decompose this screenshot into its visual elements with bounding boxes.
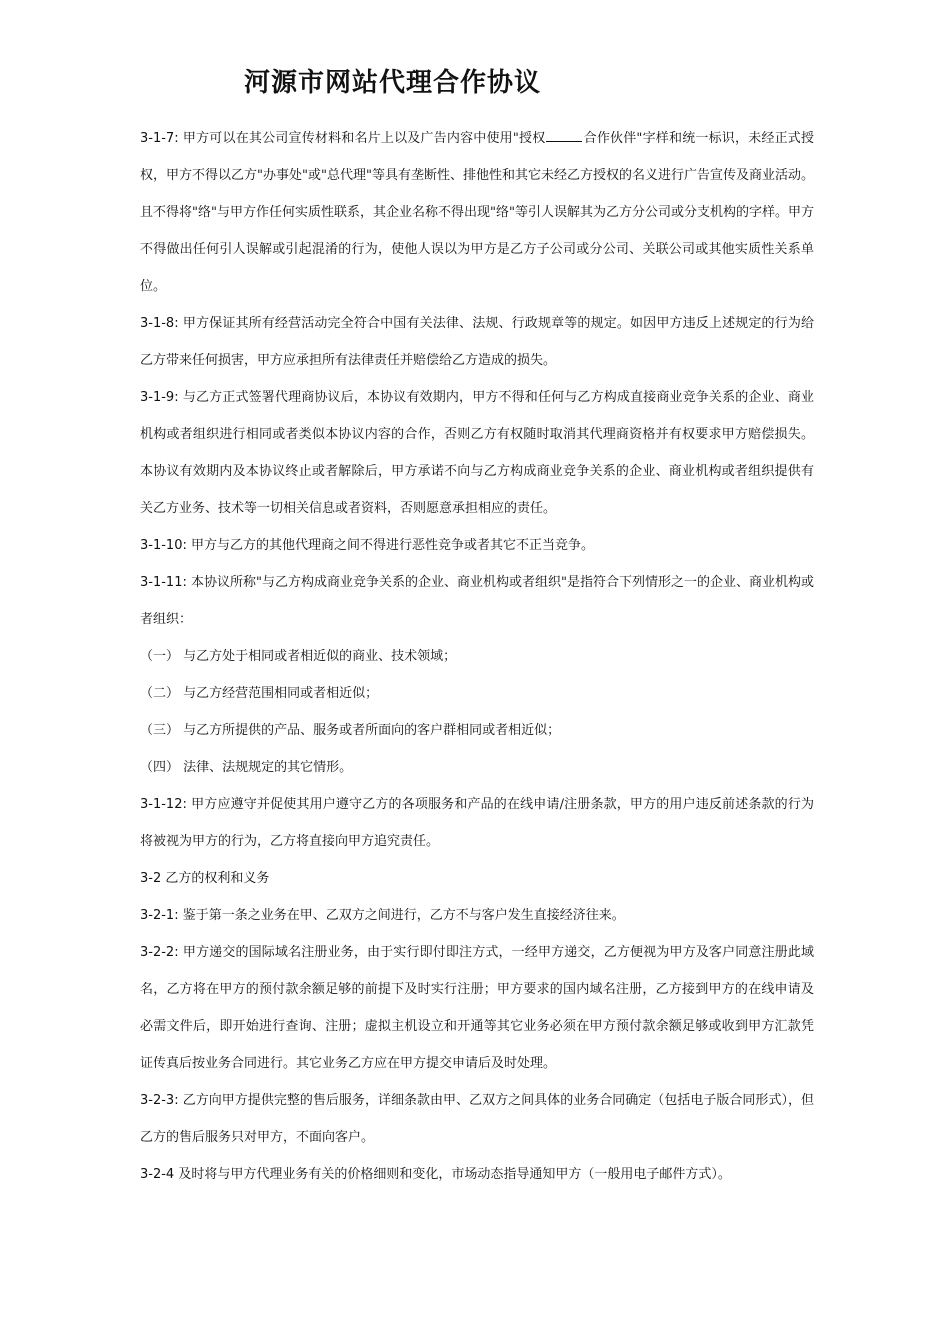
clause-3-1-9 [140, 379, 814, 527]
clause-number: 3-2-1: [140, 908, 179, 923]
clause-text-continued: 合作伙伴"字样和统一标识，未经正式授权，甲方不得以乙方"办事处"或"总代理"等具有垄断性、排他性和其它未经乙方授权的名义进行广告宣传及商业活动。且不得将"络"与甲方作任何实质性联系，其企业名称不得出现"络"等引人误解其为乙方分公司或分支机构的字样。甲方不得做出任何引人误解或引起混淆的行为，使他人误以为甲方是乙方子公司或分公司、关联公司或其他实质性关系单位。 [140, 131, 814, 294]
clause-number: 3-1-11: [140, 575, 187, 590]
list-item-text: （三） 与乙方所提供的产品、服务或者所面向的客户群相同或者相近似； [140, 723, 561, 738]
clause-text: 本协议所称"与乙方构成商业竞争关系的企业、商业机构或者组织"是指符合下列情形之一的企业、商业机构或者组织： [140, 575, 814, 627]
clause-number: 3-1-10: [140, 538, 187, 553]
clause-number: 3-1-7: [140, 131, 179, 146]
clause-number: 3-2-4 [140, 1167, 175, 1182]
list-item-1 [140, 638, 814, 675]
clause-3-2-4 [140, 1156, 814, 1193]
clause-text: 甲方保证其所有经营活动完全符合中国有关法律、法规、行政规章等的规定。如因甲方违反上述规定的行为给乙方带来任何损害，甲方应承担所有法律责任并赔偿给乙方造成的损失。 [140, 316, 814, 368]
document-title: 河源市网站代理合作协议 [244, 68, 542, 98]
fill-in-blank [546, 129, 582, 142]
clause-3-1-11 [140, 564, 814, 638]
clause-text: 甲方应遵守并促使其用户遵守乙方的各项服务和产品的在线申请/注册条款，甲方的用户违反前述条款的行为将被视为甲方的行为，乙方将直接向甲方追究责任。 [140, 797, 814, 849]
section-heading-3-2 [140, 860, 814, 897]
clause-number: 3-2-3: [140, 1093, 179, 1108]
clause-number: 3-2-2: [140, 945, 179, 960]
clause-text: 甲方与乙方的其他代理商之间不得进行恶性竞争或者其它不正当竞争。 [186, 538, 594, 553]
list-item-text: （四） 法律、法规规定的其它情形。 [140, 760, 353, 775]
section-number: 3-2 [140, 871, 162, 886]
clause-text: 与乙方正式签署代理商协议后，本协议有效期内，甲方不得和任何与乙方构成直接商业竞争关系的企业、商业机构或者组织进行相同或者类似本协议内容的合作，否则乙方有权随时取消其代理商资格并有权要求甲方赔偿损失。本协议有效期内及本协议终止或者解除后，甲方承诺不向与乙方构成商业竞争关系的企业、商业机构或者组织提供有关乙方业务、技术等一切相关信息或者资料，否则愿意承担相应的责任。 [140, 390, 814, 516]
clause-3-2-3 [140, 1082, 814, 1156]
clause-text: 及时将与甲方代理业务有关的价格细则和变化，市场动态指导通知甲方（一般用电子邮件方式）。 [174, 1167, 731, 1182]
clause-3-2-2 [140, 934, 814, 1082]
list-item-text: （二） 与乙方经营范围相同或者相近似； [140, 686, 379, 701]
clause-text: 乙方向甲方提供完整的售后服务，详细条款由甲、乙双方之间具体的业务合同确定（包括电子版合同形式），但乙方的售后服务只对甲方，不面向客户。 [140, 1093, 814, 1145]
list-item-text: （一） 与乙方处于相同或者相近似的商业、技术领域； [140, 649, 457, 664]
clause-number: 3-1-9: [140, 390, 179, 405]
list-item-2 [140, 675, 814, 712]
clause-3-1-10 [140, 527, 814, 564]
clause-text: 甲方递交的国际域名注册业务，由于实行即付即注方式，一经甲方递交，乙方便视为甲方及客户同意注册此域名，乙方将在甲方的预付款余额足够的前提下及时实行注册；甲方要求的国内域名注册，乙方接到甲方的在线申请及必需文件后，即开始进行查询、注册；虚拟主机设立和开通等其它业务必须在甲方预付款余额足够或收到甲方汇款凭证传真后按业务合同进行。其它业务乙方应在甲方提交申请后及时处理。 [140, 945, 814, 1071]
clause-3-1-7 [140, 120, 814, 305]
clause-text: 鉴于第一条之业务在甲、乙双方之间进行，乙方不与客户发生直接经济往来。 [178, 908, 625, 923]
clause-3-1-12 [140, 786, 814, 860]
clause-3-2-1 [140, 897, 814, 934]
clause-number: 3-1-8: [140, 316, 179, 331]
document-body [140, 120, 814, 1193]
clause-number: 3-1-12: [140, 797, 187, 812]
list-item-4 [140, 749, 814, 786]
section-title: 乙方的权利和义务 [161, 871, 270, 886]
clause-3-1-8 [140, 305, 814, 379]
list-item-3 [140, 712, 814, 749]
clause-text: 甲方可以在其公司宣传材料和名片上以及广告内容中使用"授权 [178, 131, 546, 146]
